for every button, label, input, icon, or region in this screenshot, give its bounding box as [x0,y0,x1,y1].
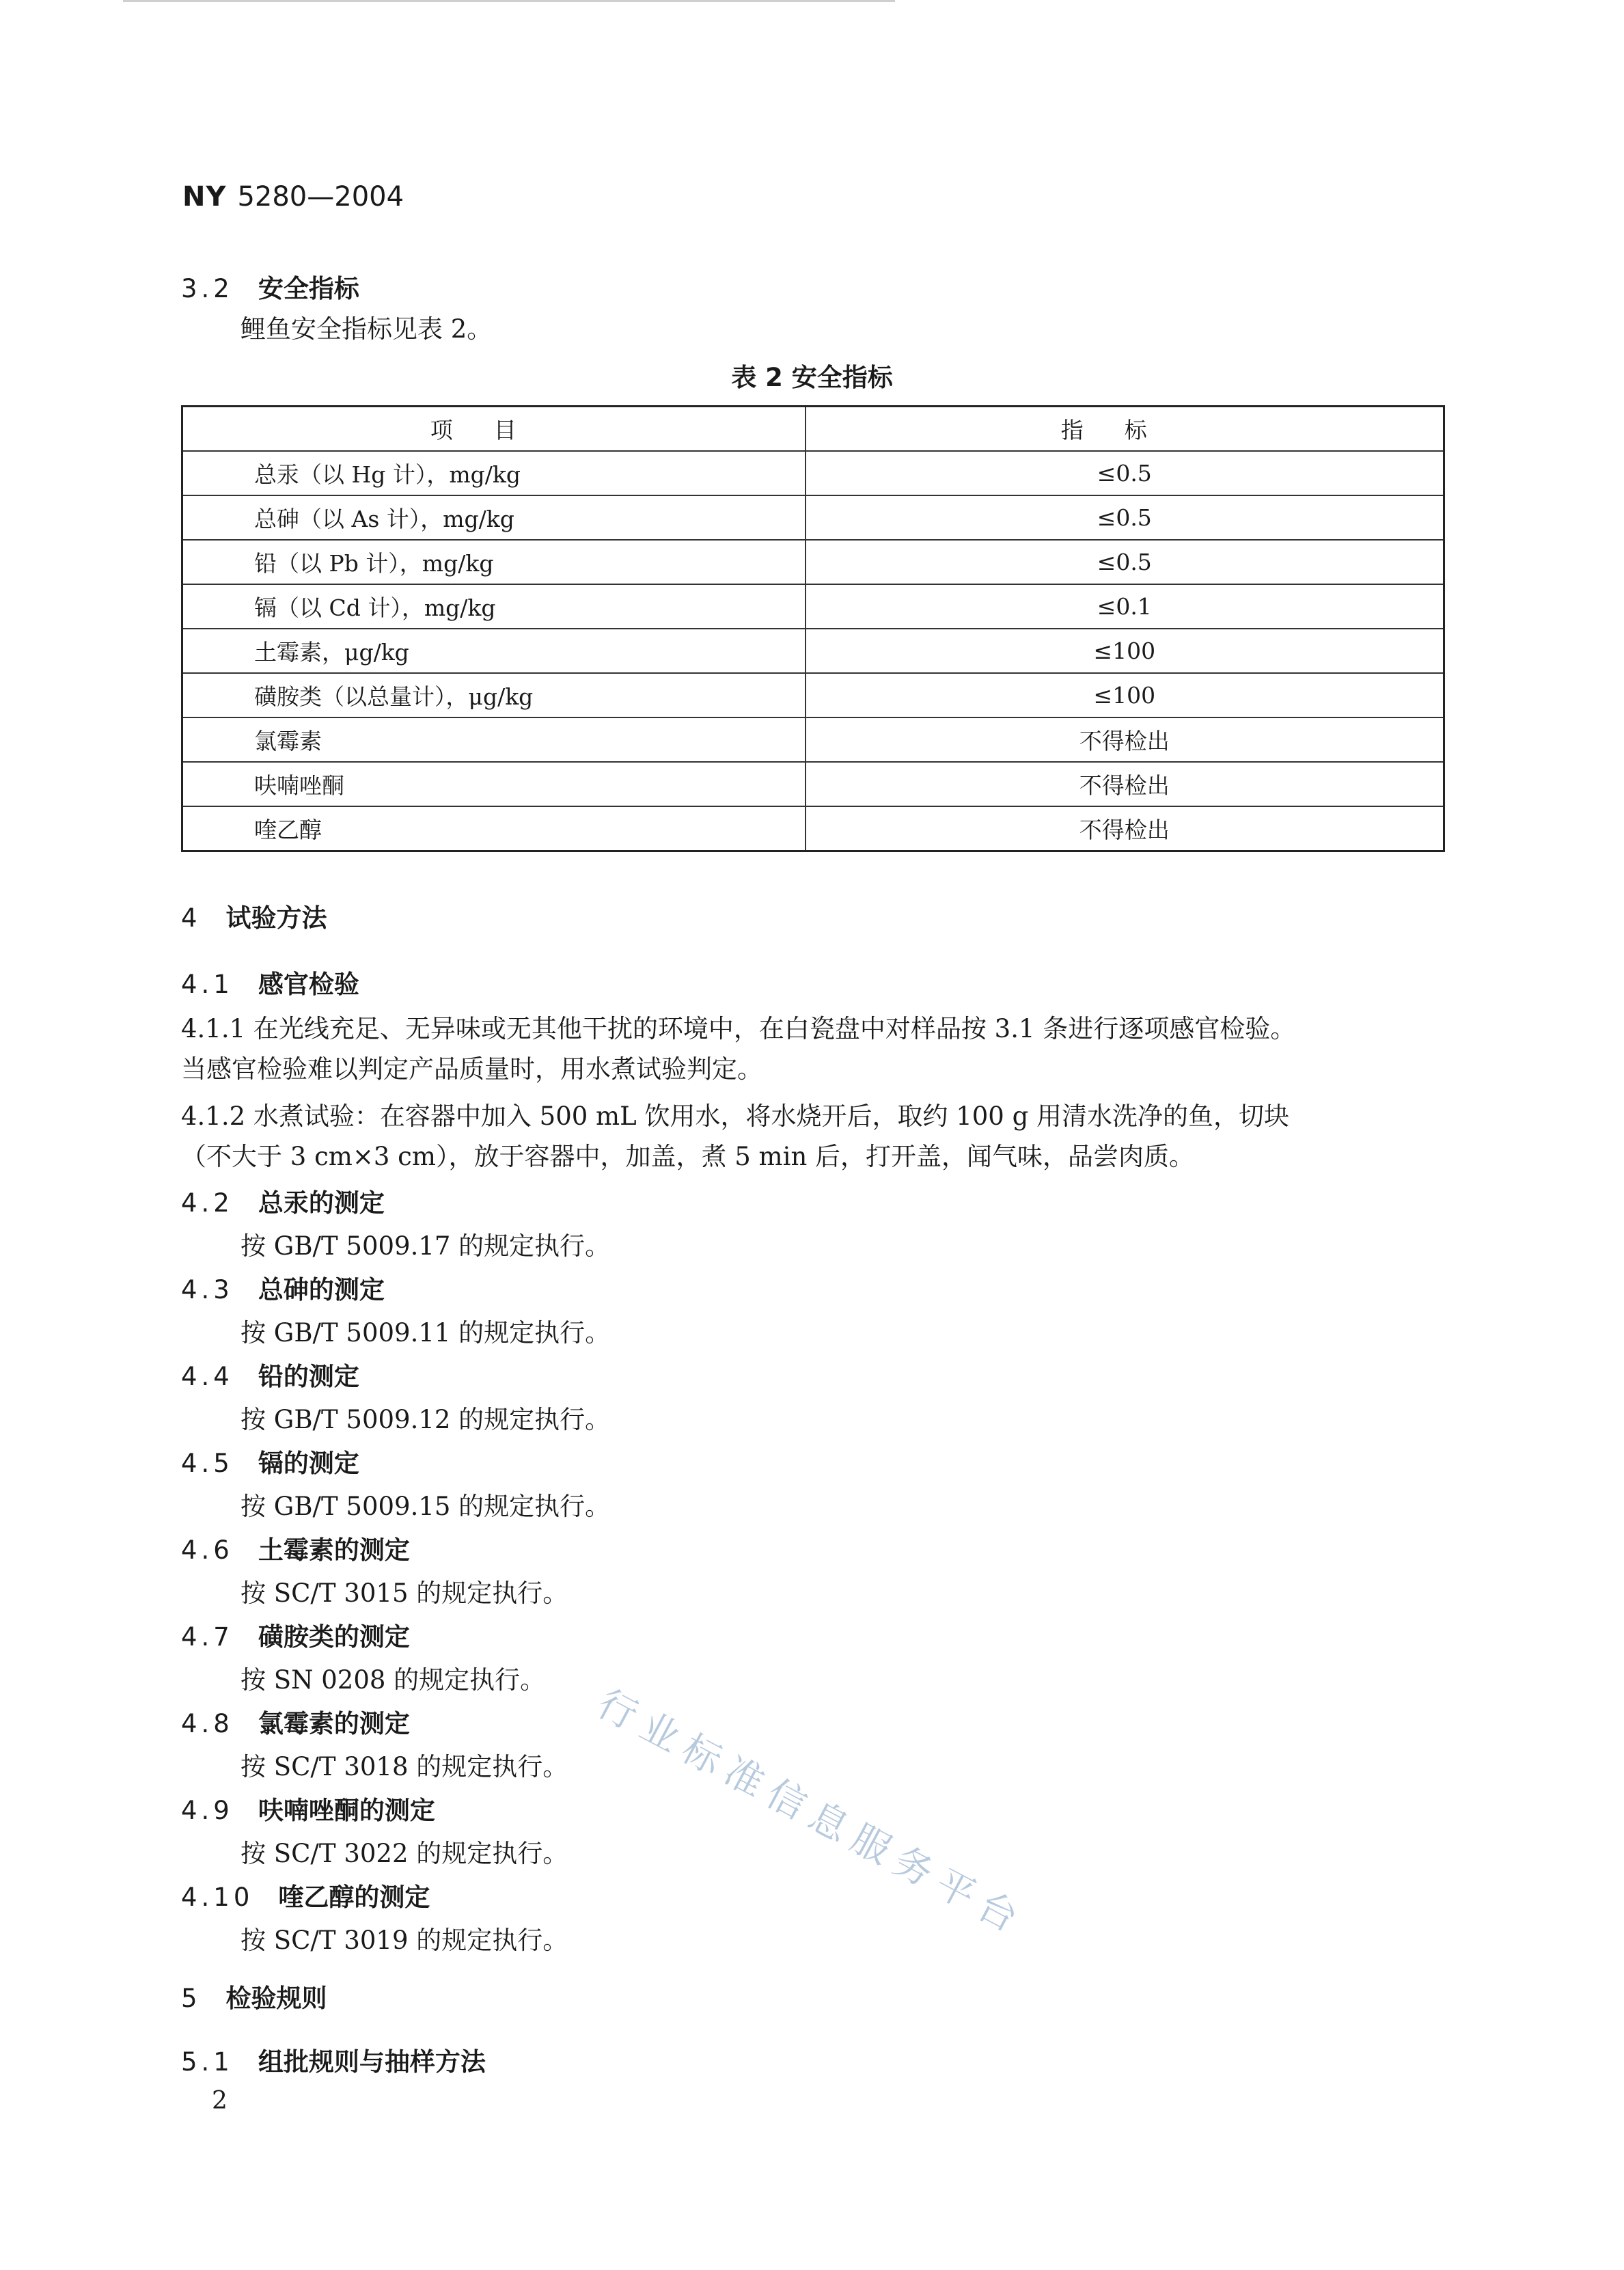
standard-number: 5280—2004 [237,181,404,213]
value-cell: 不得检出 [806,762,1444,806]
table-row [182,673,1444,717]
section-number: 4.1 [181,970,234,999]
section-number: 4.3 [181,1275,234,1304]
section-number: 4.9 [181,1796,234,1825]
clause-4-1-1-line-2: 当感官检验难以判定产品质量时，用水煮试验判定。 [181,1054,762,1084]
method-text: 按 SC/T 3015 的规定执行。 [240,1578,568,1608]
section-title: 检验规则 [225,1984,327,2013]
section-number: 4.10 [181,1883,254,1912]
clause-4-1-2-line-2: （不大于 3 cm×3 cm），放于容器中，加盖，煮 5 min 后，打开盖，闻气味，品尝肉质。 [181,1142,1195,1171]
section-title: 组批规则与抽样方法 [258,2047,486,2077]
table-row [182,806,1444,851]
table-row [182,762,1444,806]
section-3-2-text: 鲤鱼安全指标见表 2。 [240,314,493,344]
section-title: 感官检验 [258,970,359,999]
method-heading [181,1442,359,1479]
method-heading [181,1529,410,1566]
method-heading [181,1182,385,1219]
section-number: 4.4 [181,1362,234,1391]
value-cell: ≤0.5 [806,540,1444,584]
clause-4-1-2-line-1: 4.1.2 水煮试验：在容器中加入 500 mL 饮用水，将水烧开后，取约 100 g 用清水洗净的鱼，切块 [181,1102,1290,1131]
section-title: 铅的测定 [258,1362,359,1391]
method-heading [181,1703,410,1740]
method-heading [181,1790,435,1827]
item-cell: 呋喃唑酮 [182,762,806,806]
method-heading [181,1269,385,1306]
item-cell: 总砷（以 As 计），mg/kg [182,495,806,540]
section-number: 5 [181,1984,202,2013]
section-number: 4.2 [181,1188,234,1218]
table-caption: 表 2 安全指标 [731,363,893,392]
value-cell: ≤0.1 [806,584,1444,629]
item-cell: 铅（以 Pb 计），mg/kg [182,540,806,584]
value-cell: ≤0.5 [806,495,1444,540]
column-header-item: 项目 [182,407,806,452]
table-row [182,495,1444,540]
section-title: 磺胺类的测定 [258,1622,410,1652]
item-cell: 镉（以 Cd 计），mg/kg [182,584,806,629]
method-heading [181,1876,430,1913]
method-text: 按 GB/T 5009.12 的规定执行。 [240,1405,611,1434]
section-number: 4 [181,903,202,933]
value-cell: ≤0.5 [806,451,1444,495]
item-cell: 总汞（以 Hg 计），mg/kg [182,451,806,495]
table-header-row [182,407,1444,452]
section-number: 5.1 [181,2047,234,2077]
value-cell: 不得检出 [806,717,1444,762]
section-3-2-heading [181,268,359,305]
section-number: 4.6 [181,1535,234,1565]
section-title: 氯霉素的测定 [258,1709,410,1738]
watermark: 行业标准信息服务平台 [590,1681,1034,1945]
section-title: 镉的测定 [258,1449,359,1478]
section-4-1-heading [181,963,359,1000]
section-number: 4.8 [181,1709,234,1738]
section-5-heading [181,1978,327,2014]
table-row [182,629,1444,673]
value-cell: 不得检出 [806,806,1444,851]
item-cell: 土霉素，μg/kg [182,629,806,673]
section-number: 3.2 [181,274,234,303]
table-row [182,717,1444,762]
method-text: 按 SN 0208 的规定执行。 [240,1665,546,1695]
section-title: 土霉素的测定 [258,1535,410,1565]
table-row [182,584,1444,629]
safety-indicators-table [181,405,1445,852]
section-title: 试验方法 [225,903,327,933]
item-cell: 喹乙醇 [182,806,806,851]
method-text: 按 SC/T 3019 的规定执行。 [240,1926,568,1955]
value-cell: ≤100 [806,673,1444,717]
section-title: 总汞的测定 [258,1188,385,1218]
section-title: 呋喃唑酮的测定 [258,1796,435,1825]
method-text: 按 GB/T 5009.17 的规定执行。 [240,1231,611,1261]
page-number: 2 [212,2087,228,2115]
section-5-1-heading [181,2041,486,2078]
section-title: 总砷的测定 [258,1275,385,1304]
section-number: 4.5 [181,1449,234,1478]
section-title: 安全指标 [258,274,359,303]
section-4-heading [181,897,327,934]
clause-4-1-1-line-1: 4.1.1 在光线充足、无异味或无其他干扰的环境中，在白瓷盘中对样品按 3.1 条进行逐项感官检验。 [181,1014,1296,1043]
item-cell: 磺胺类（以总量计），μg/kg [182,673,806,717]
top-rule [123,0,895,2]
method-text: 按 SC/T 3018 的规定执行。 [240,1752,568,1781]
method-text: 按 GB/T 5009.15 的规定执行。 [240,1492,611,1521]
method-text: 按 SC/T 3022 的规定执行。 [240,1839,568,1868]
method-text: 按 GB/T 5009.11 的规定执行。 [240,1318,611,1348]
method-heading [181,1616,410,1653]
section-number: 4.7 [181,1622,234,1652]
method-heading [181,1356,359,1393]
column-header-indicator: 指标 [806,407,1444,452]
standard-code: NY [182,181,227,213]
table-row [182,451,1444,495]
standard-id [182,181,404,213]
table-row [182,540,1444,584]
section-title: 喹乙醇的测定 [278,1883,430,1912]
item-cell: 氯霉素 [182,717,806,762]
value-cell: ≤100 [806,629,1444,673]
